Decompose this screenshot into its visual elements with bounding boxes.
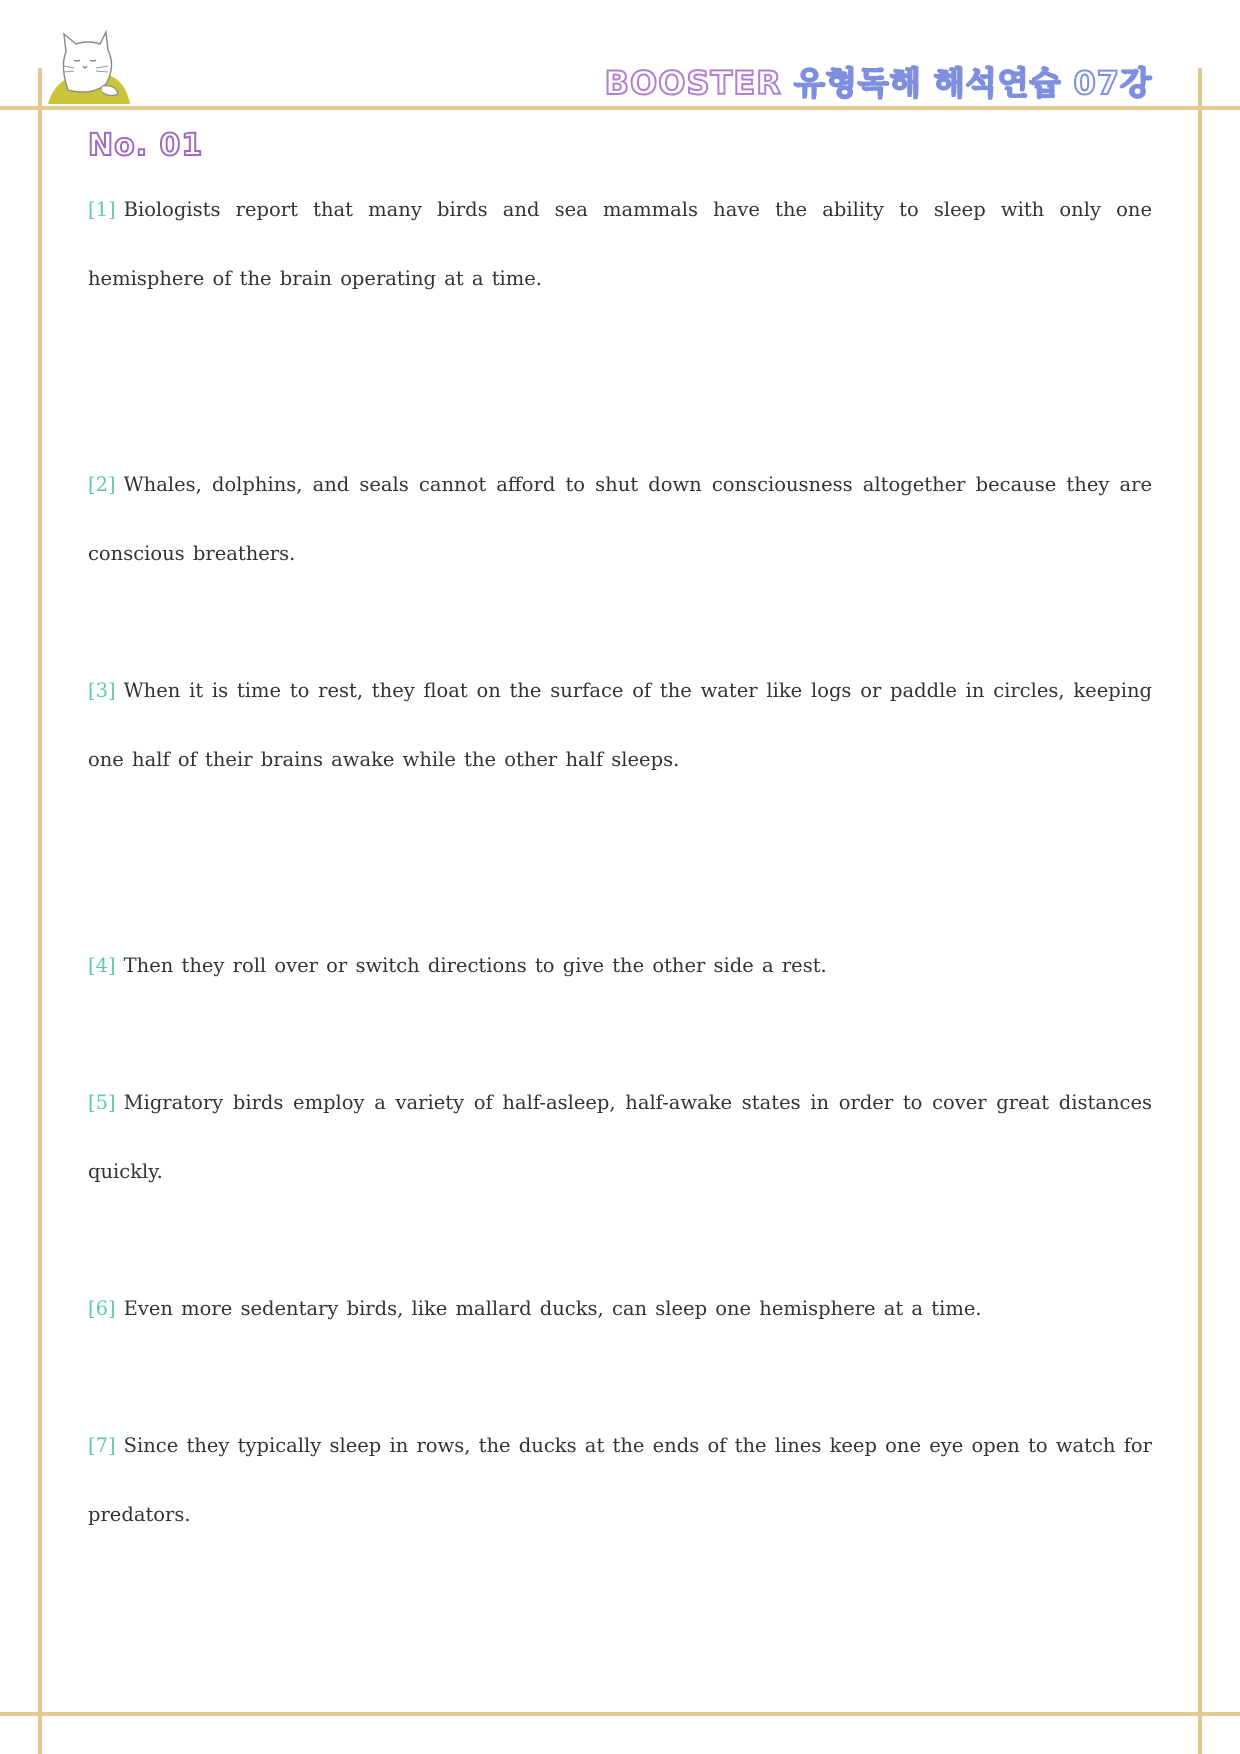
sentence-text: Migratory birds employ a variety of half-asleep, half-awake states in order to cover great distances quickly. <box>88 1091 1152 1183</box>
left-border <box>38 68 42 1754</box>
sentence-text: When it is time to rest, they float on the surface of the water like logs or paddle in circles, keeping one half of their brains awake while the other half sleeps. <box>88 679 1152 771</box>
sentence-1 <box>88 176 1152 313</box>
sentence-2 <box>88 451 1152 588</box>
sentence-4 <box>88 932 1152 1001</box>
sentence-text: Whales, dolphins, and seals cannot afford to shut down consciousness altogether because they are conscious breathers. <box>88 473 1152 565</box>
sentence-text: Biologists report that many birds and sea mammals have the ability to sleep with only one hemisphere of the brain operating at a time. <box>88 198 1152 290</box>
sentence-number: [3] <box>88 679 116 702</box>
footer-rule <box>0 1712 1240 1716</box>
sentence-number: [5] <box>88 1091 116 1114</box>
sentence-text: Then they roll over or switch directions to give the other side a rest. <box>123 954 827 977</box>
sentence-text: Even more sedentary birds, like mallard ducks, can sleep one hemisphere at a time. <box>123 1297 982 1320</box>
header-title <box>605 58 1152 104</box>
sentence-5 <box>88 1069 1152 1206</box>
sentence-7 <box>88 1412 1152 1549</box>
cat-logo-icon <box>44 26 134 106</box>
header-title-ko: 유형독해 해석연습 07강 <box>793 64 1152 102</box>
sentence-number: [4] <box>88 954 116 977</box>
section-number: No. 01 <box>88 128 204 163</box>
right-border <box>1198 68 1202 1754</box>
sentence-number: [2] <box>88 473 116 496</box>
header-rule <box>0 106 1240 110</box>
sentence-number: [7] <box>88 1434 116 1457</box>
header-title-en: BOOSTER <box>604 64 782 102</box>
sentence-number: [1] <box>88 198 116 221</box>
sentence-3 <box>88 657 1152 794</box>
sentence-text: Since they typically sleep in rows, the ducks at the ends of the lines keep one eye open to watch for predators. <box>88 1434 1152 1526</box>
sentence-6 <box>88 1275 1152 1344</box>
sentence-number: [6] <box>88 1297 116 1320</box>
